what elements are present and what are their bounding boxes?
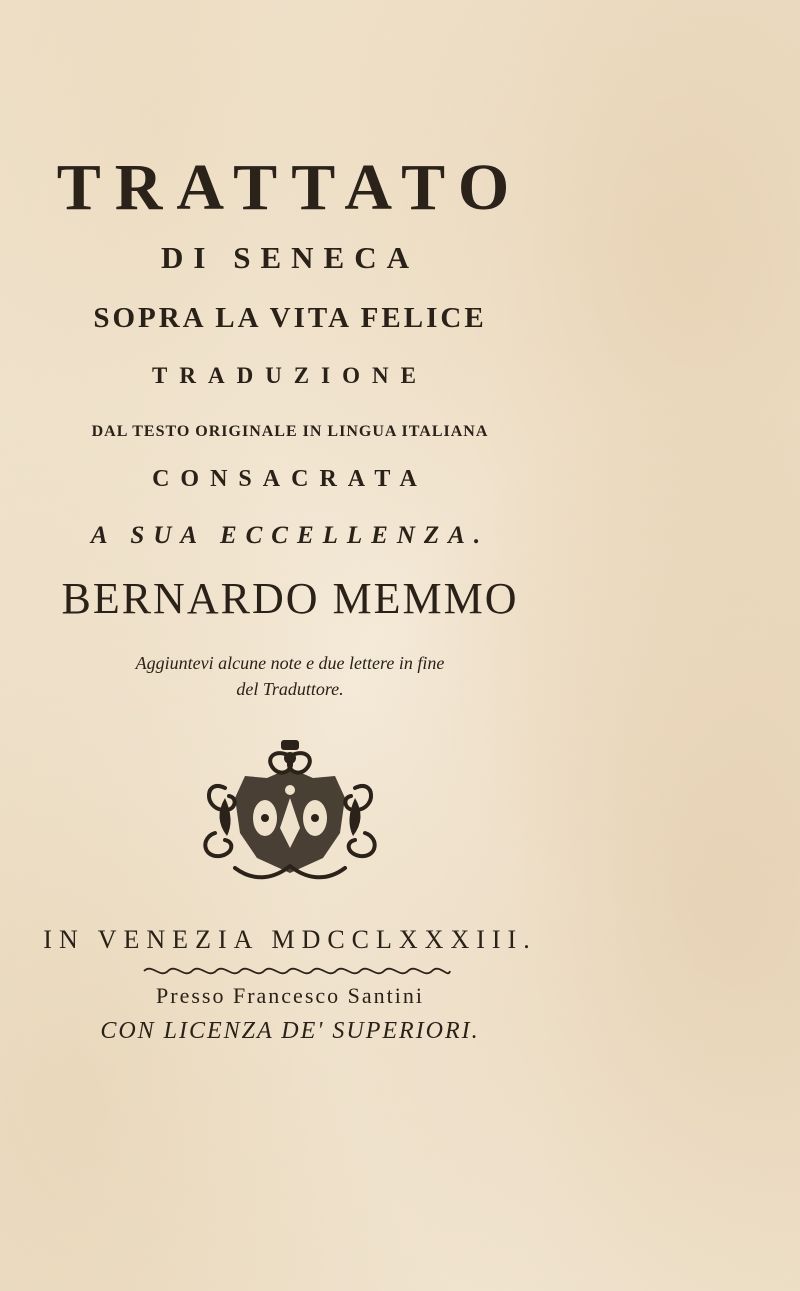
subtitle-translation: TRADUZIONE [152,363,428,388]
subtitle-author: DI SENECA [161,240,419,275]
translator-note [0,650,580,702]
subtitle-topic: SOPRA LA VITA FELICE [93,302,487,334]
book-title: TRATTATO [56,151,524,224]
imprint-printer: Presso Francesco Santini [156,983,424,1008]
printers-device-ornament-icon [195,738,385,888]
typographic-flourish-icon [140,963,452,979]
subtitle-source: DAL TESTO ORIGINALE IN LINGUA ITALIANA [91,423,489,440]
note-line: Aggiuntevi alcune note e due lettere in fine [135,653,445,673]
imprint-license: CON LICENZA DE' SUPERIORI. [100,1018,480,1044]
dedicatee-name: BERNARDO MEMMO [61,574,519,623]
imprint-place-date: IN VENEZIA MDCCLXXXIII. [43,925,537,954]
note-line: del Traduttore. [236,679,344,699]
subtitle-dedication: CONSACRATA [152,466,428,492]
subtitle-excellency: A SUA ECCELLENZA. [90,522,490,549]
